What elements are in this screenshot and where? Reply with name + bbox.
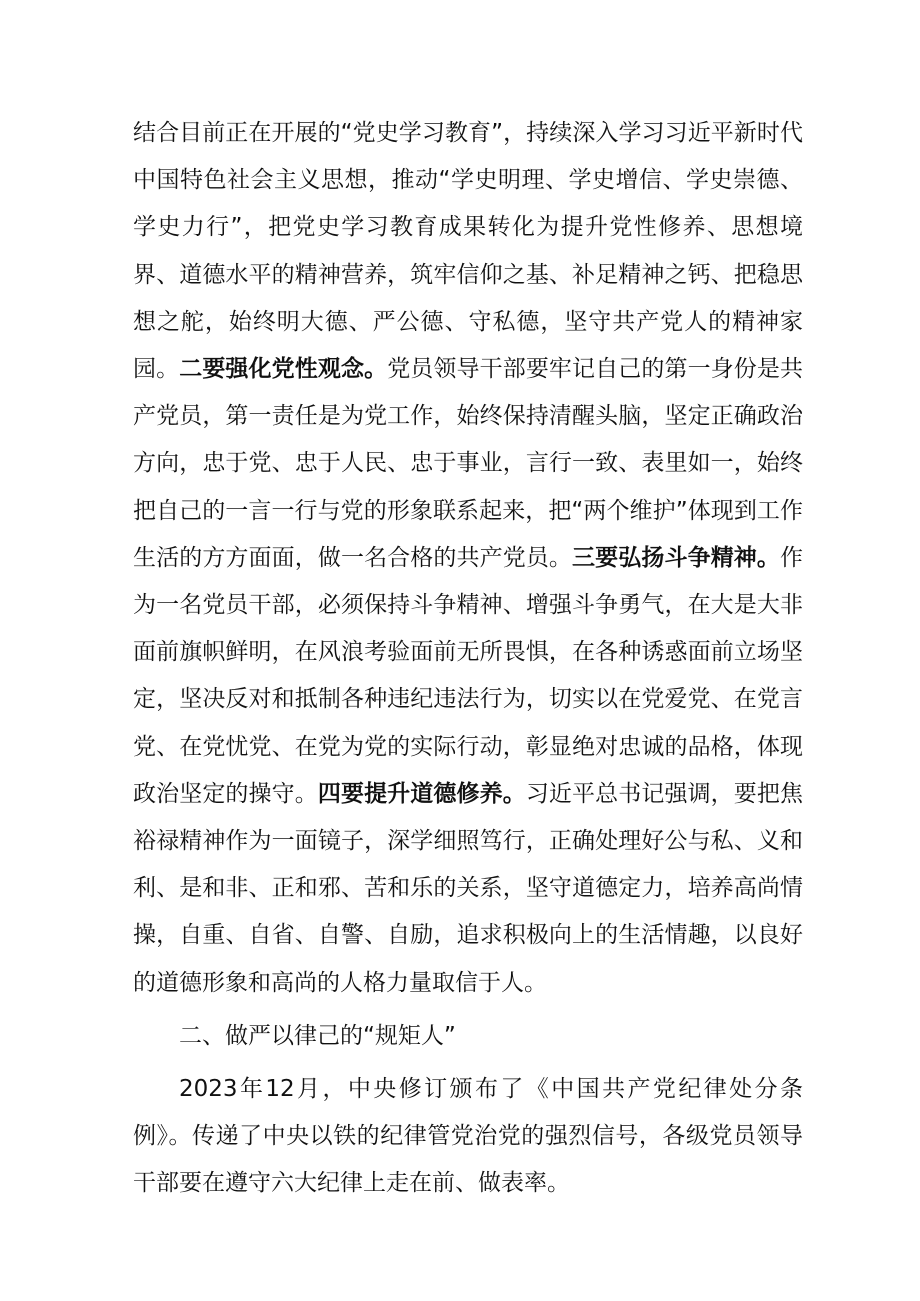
body-paragraph-1 — [133, 110, 803, 1007]
paragraph-sentence-3: 作为一名党员干部，必须保持斗争精神、增强斗争勇气，在大是大非面前旗帜鲜明，在风浪考验面前无所畏惧，在各种诱惑面前立场坚定，坚决反对和抵制各种违纪违法行为，切实以在党爱党、在党言党、在党忧党、在党为党的实际行动，彰显绝对忠诚的品格，体现政治坚定的操守。 — [133, 544, 804, 807]
paragraph-text — [133, 110, 803, 1007]
paragraph-sentence-1: 结合目前正在开展的“党史学习教育”，持续深入学习习近平新时代中国特色社会主义思想，推动“学史明理、学史增信、学史崇德、学史力行”，把党史学习教育成果转化为提升党性修养、思想境界、道德水平的精神营养，筑牢信仰之基、补足精神之钙、把稳思想之舵，始终明大德、严公德、守私德，坚守共产党人的精神家园。 — [133, 120, 803, 383]
paragraph-text: 2023年12月，中央修订颁布了《中国共产党纪律处分条例》。传递了中央以铁的纪律管党治党的强烈信号，各级党员领导干部要在遵守六大纪律上走在前、做表率。 — [133, 1076, 803, 1197]
paragraph-sentence-2: 党员领导干部要牢记自己的第一身份是共产党员，第一责任是为党工作，始终保持清醒头脑，坚定正确政治方向，忠于党、忠于人民、忠于事业，言行一致、表里如一，始终把自己的一言一行与党的形象联系起来，把“两个维护”体现到工作生活的方方面面，做一名合格的共产党员。 — [133, 356, 804, 571]
body-paragraph-2 — [133, 1066, 803, 1208]
paragraph-sentence-4: 习近平总书记强调，要把焦裕禄精神作为一面镜子，深学细照笃行，正确处理好公与私、义和利、是和非、正和邪、苦和乐的关系，坚守道德定力，培养高尚情操，自重、自省、自警、自励，追求积极向上的生活情趣，以良好的道德形象和高尚的人格力量取信于人。 — [133, 780, 804, 996]
section-heading-two: 二、做严以律己的“规矩人” — [179, 1023, 456, 1049]
point-two-heading: 二要强化党性观念。 — [179, 356, 388, 383]
point-four-heading: 四要提升道德修养。 — [317, 780, 526, 807]
point-three-heading: 三要弘扬斗争精神。 — [572, 544, 781, 571]
